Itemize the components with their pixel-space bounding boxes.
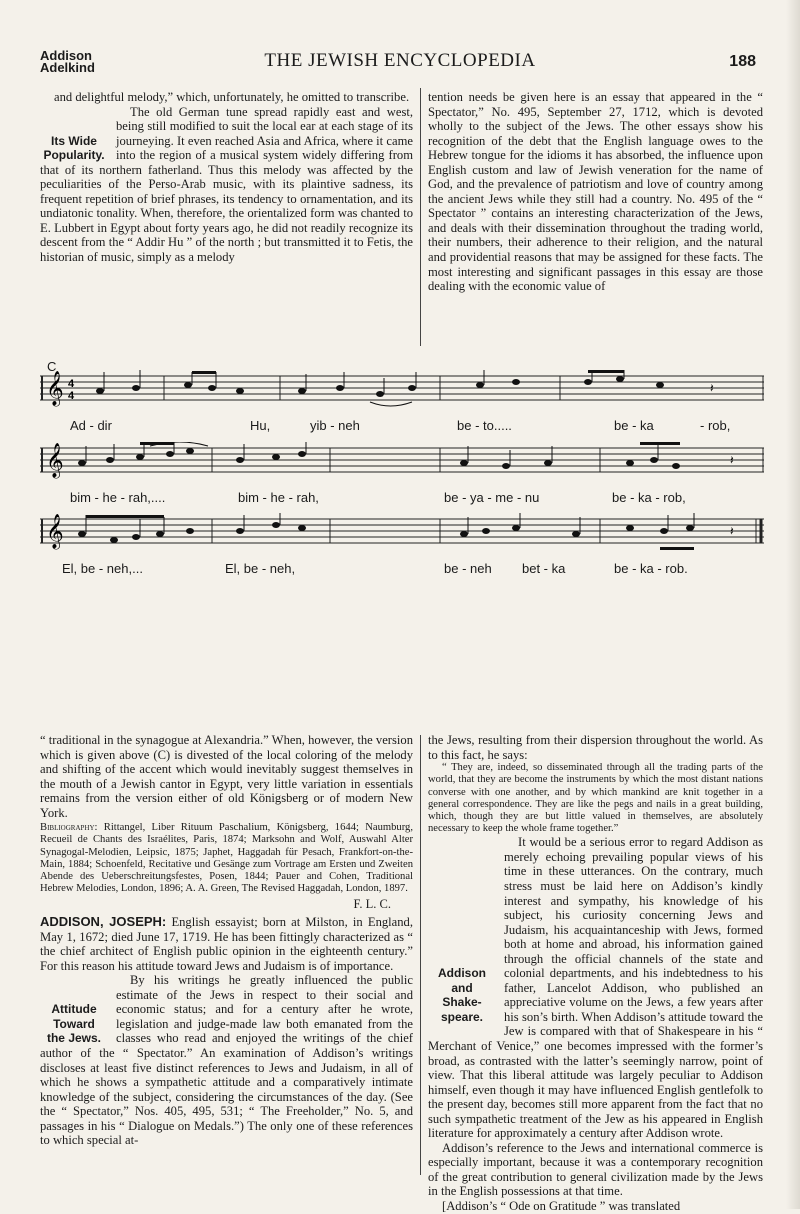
- column-left-top: [40, 90, 413, 265]
- paragraph: Addison’s reference to the Jews and international commerce is especially important, because it was a contemporary recognition of the great contribution to general civilization made by the Jews in the English possessions at that time.: [428, 1140, 763, 1199]
- column-right-top: [428, 90, 763, 294]
- page-number: 188: [729, 53, 756, 70]
- bibliography: [40, 822, 413, 895]
- guide-word-first: Addison: [40, 48, 92, 63]
- entry-text: English essayist; born at Milston, in England, May 1, 1672; died June 17, 1719. He has been fittingly characterized as “ the chief architect of English public opinion in the eighteenth century.” For this reason his attitude toward Jews and Judaism is of importance.: [40, 915, 413, 973]
- lyric-syllable: be - ya - me - nu: [444, 490, 540, 505]
- lyrics-row-1: [40, 418, 764, 434]
- lyric-syllable: bim - he - rah,: [238, 490, 319, 505]
- lyric-syllable: bet - ka: [522, 561, 566, 576]
- lyric-syllable: be - to.....: [457, 418, 512, 433]
- paragraph: Attitude Toward the Jews. By his writings he greatly influenced the public estimate of the Jews in respect to their social and economic status; and for a century after he wrote, legislation and judge-made law both emanated from the classes who read and enjoyed the writings of the chief author of the “ Spectator.” An examination of Addison’s writings discloses at least five distinct references to Jews and Judaism, in all of which he shows a sympathetic attitude and a comparatively intimate knowledge of the subject, considering the circumstances of the day. (See the “ Spectator,” Nos. 405, 495, 531; “ The Freeholder,” No. 5, and passages in his “ Dialogue on Medals.”) The only one of these references to which special at-: [40, 973, 413, 1148]
- music-staff: [40, 442, 764, 486]
- paragraph: Addison and Shake- speare. It would be a serious error to regard Addison as merely echoing prevailing popular views of his time in these utterances. On the contrary, much stress must be laid here on Addison’s kindly interest and sympathy, his knowledge of his subject, his curiosity concerning Jews and Judaism, his acquaintanceship with Jews, formed both at home and abroad, his information gained through the official channels of the state and colonial departments, and his indebtedness to his father, Lancelot Addison, who published an appreciative volume on the Jews, a few years after his son’s birth. When Addison’s attitude toward the Jew is compared with that of Shakespeare in his “ Merchant of Venice,” one becomes impressed with the former’s broad, as contrasted with the latter’s seemingly narrow, point of view. That this liberal attitude was largely peculiar to Addison himself, even though it may have influenced English gentlefolk to the present day, becomes still more apparent from the fact that no such sympathetic treatment of the Jew as his appeared in English literature for approximately a century after Addison wrote.: [428, 835, 763, 1141]
- entry-opening: [40, 915, 413, 973]
- lyric-syllable: bim - he - rah,....: [70, 490, 166, 505]
- lyric-syllable: Ad - dir: [70, 418, 112, 433]
- lyrics-row-3: [40, 561, 764, 577]
- lyric-syllable: El, be - neh,: [225, 561, 296, 576]
- margin-note-attitude: Attitude Toward the Jews.: [46, 1002, 102, 1046]
- paragraph: tention needs be given here is an essay that appeared in the “ Spectator,” No. 495, September 27, 1712, which is devoted wholly to the subject of the Jews. The other essays show his recognition of the debt that the English language owes to the Hebrew tongue for the idioms it has absorbed, the influence upon English custom and law of Jewish veneration for the name of God, and the prevalence of patriotism and love of country among the ancient Jews while they still had a country. No. 495 of the “ Spectator ” contains an interesting characterization of the Jews, and deals with their dissemination throughout the trading world, their numbers, their adherence to their religion, and the natural and providential reasons that may be assigned for these facts. The most interesting and significant passages in this essay are those dealing with the economic value of: [428, 90, 763, 294]
- music-staff-row-3: [40, 513, 764, 576]
- column-rule: [420, 88, 421, 346]
- svg-text:4: 4: [68, 390, 75, 402]
- music-staff: [40, 370, 764, 414]
- column-rule: [420, 735, 421, 1175]
- lyric-syllable: be - neh: [444, 561, 492, 576]
- margin-note-addison-shakespeare: Addison and Shake- speare.: [438, 966, 486, 1024]
- svg-text:𝄞: 𝄞: [46, 514, 64, 549]
- bibliography-label: Bibliography:: [40, 822, 98, 834]
- lyric-syllable: Hu,: [250, 418, 271, 433]
- music-staff-row-1: [40, 370, 764, 433]
- paragraph: the Jews, resulting from their dispersion throughout the world. As to this fact, he says:: [428, 733, 763, 762]
- svg-text:4: 4: [68, 378, 75, 390]
- music-staff: [40, 513, 764, 557]
- paragraph: Its Wide Popularity. The old German tune spread rapidly east and west, being still modified to suit the local ear at each stage of its journeying. It even reached Asia and Africa, where it came into the region of a musical system widely differing from that of its northern fatherland. Thus this melody was affected by the peculiarities of the Perso-Arab music, with its plaintive sadness, its frequent repetition of brief phrases, its tendency to ornamentation, and its undiatonic tonality. When, therefore, the orientalized form was chanted to E. Lubbert in Egypt about forty years ago, he did not readily recognize its descent from the “ Addir Hu ” of the north ; but transmitted it to Fetis, the historian of music, simply as a melody: [40, 104, 413, 265]
- music-example-label: C: [47, 359, 57, 374]
- svg-text:𝄽: 𝄽: [730, 453, 734, 467]
- lyric-syllable: be - ka - rob,: [612, 490, 686, 505]
- block-quote: “ They are, indeed, so disseminated through all the trading parts of the world, that they are become the instruments by which the most distant nations converse with one another, and by which mankind are knit together in a general correspondence. They are like the pegs and nails in a great building, which, though they are but little valued in themselves, are absolutely necessary to keep the whole frame together.”: [428, 762, 763, 835]
- paragraph: and delightful melody,” which, unfortunately, he omitted to transcribe.: [54, 90, 410, 104]
- lyric-syllable: be - ka - rob.: [614, 561, 688, 576]
- paragraph: [Addison’s “ Ode on Gratitude ” was translated: [442, 1198, 681, 1213]
- column-right-bottom: [428, 733, 763, 1214]
- guide-word-last: Adelkind: [40, 60, 95, 75]
- lyric-syllable: El, be - neh,...: [62, 561, 143, 576]
- bibliography-text: Rittangel, Liber Rituum Paschalium, Königsberg, 1644; Naumburg, Recueil de Chants des Israélites, Paris, 1874; Marksohn and Wolf, Auswahl Alter Synagogal-Melodien, Leipsic, 1875; Japhet, Haggadah für Pesach, Frankfort-on-the-Main, 1884; Schoenfeld, Recitative und Gesänge zum Vortrage am Ersten und Zweiten Abende des Ueberschreitungsfestes, Posen, 1844; Pauer and Cohen, Traditional Hebrew Melodies, London, 1896; A. A. Green, The Revised Haggadah, London, 1897.: [40, 822, 413, 895]
- lyric-syllable: - rob,: [700, 418, 731, 433]
- svg-text:𝄽: 𝄽: [710, 381, 714, 395]
- margin-note-its-wide-popularity: Its Wide Popularity.: [43, 133, 105, 163]
- column-left-bottom: [40, 733, 413, 1148]
- svg-text:𝄽: 𝄽: [730, 524, 734, 538]
- lyrics-row-2: [40, 490, 764, 506]
- svg-text:𝄞: 𝄞: [46, 371, 64, 406]
- entry-headword: ADDISON, JOSEPH:: [40, 914, 167, 930]
- paragraph: “ traditional in the synagogue at Alexandria.” When, however, the version which is given above (C) is divested of the local coloring of the melody and shifting of the accent which would inevitably suggest themselves in the mouth of a Jewish cantor in Egypt, very little variation in essentials remains from the version either of old Königsberg or of modern New York.: [40, 733, 413, 820]
- music-staff-row-2: [40, 442, 764, 505]
- author-signature: F. L. C.: [353, 896, 391, 911]
- svg-text:𝄞: 𝄞: [46, 443, 64, 478]
- running-title: THE JEWISH ENCYCLOPEDIA: [264, 50, 536, 71]
- page-edge-shadow: [786, 0, 800, 1209]
- lyric-syllable: be - ka: [614, 418, 654, 433]
- lyric-syllable: yib - neh: [310, 418, 360, 433]
